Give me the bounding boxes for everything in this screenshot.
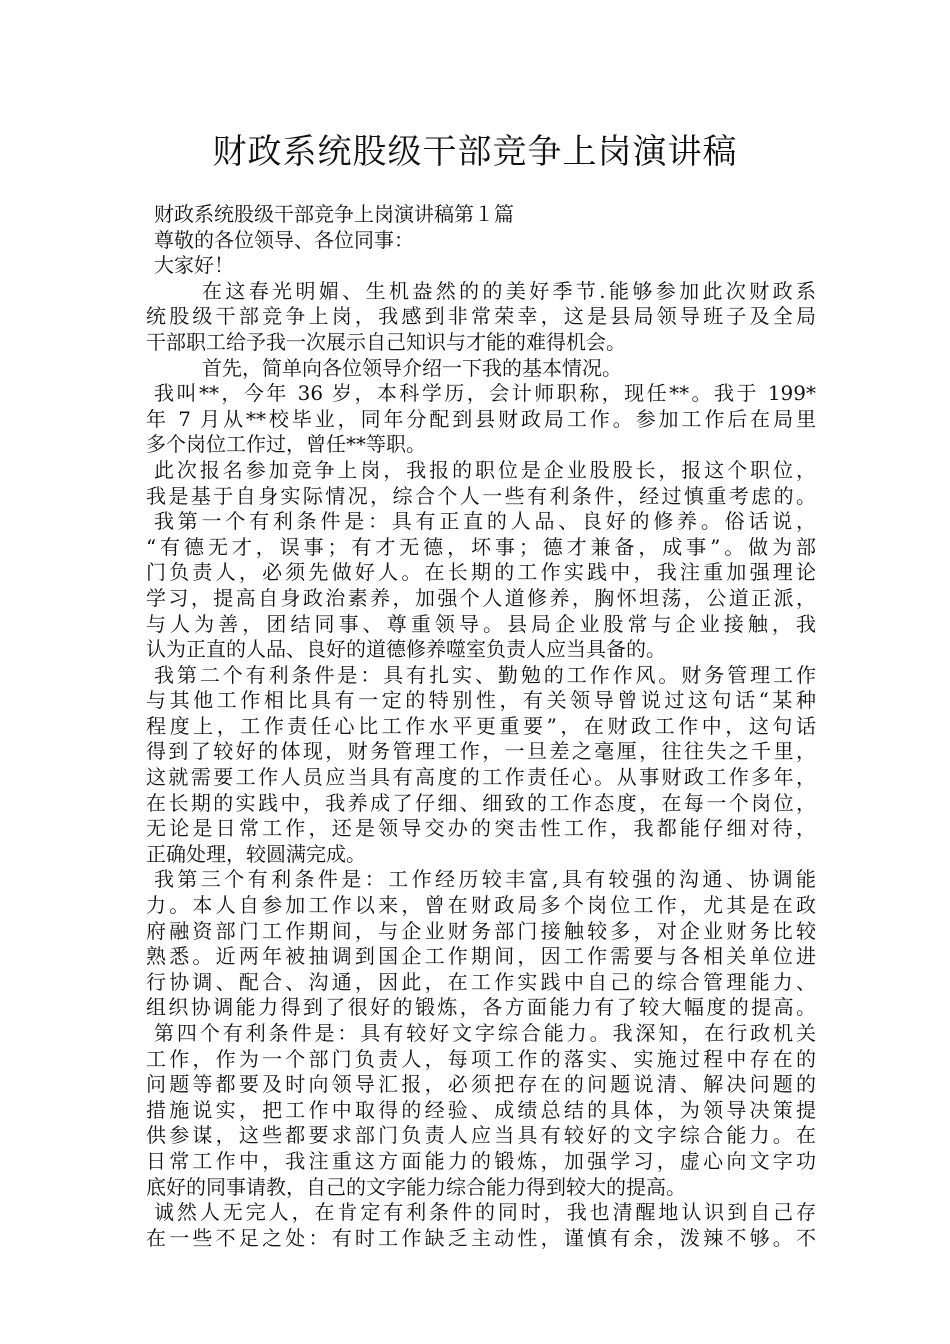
text-line: 首先，简单向各位领导介绍一下我的基本情况。 [202, 355, 622, 380]
text-line: 财政系统股级干部竞争上岗演讲稿第１篇 [154, 202, 514, 226]
document-body [146, 202, 816, 1251]
text-line: 府融资部门工作期间，与企业财务部门接触较多，对企业财务比较 [146, 918, 816, 943]
text-line: 统股级干部竞争上岗，我感到非常荣幸，这是县局领导班子及全局 [146, 304, 816, 329]
document-title: 财政系统股级干部竞争上岗演讲稿 [212, 132, 738, 172]
text-line: 认为正直的人品、良好的道德修养噬室负责人应当具备的。 [146, 637, 666, 662]
text-line: 熟悉。近两年被抽调到国企工作期间，因工作需要与各相关单位进 [146, 944, 816, 969]
text-line: 第四个有利条件是：具有较好文字综合能力。我深知，在行政机关 [154, 1021, 816, 1045]
text-line: 我是基于自身实际情况，综合个人一些有利条件，经过慎重考虑的。 [146, 483, 816, 508]
text-line: 组织协调能力得到了很好的锻炼，各方面能力有了较大幅度的提高。 [146, 995, 816, 1020]
text-line: 程度上，工作责任心比工作水平更重要”，在财政工作中，这句话 [146, 713, 816, 738]
text-line: 正确处理，较圆满完成。 [146, 841, 366, 866]
text-line: 措施说实，把工作中取得的经验、成绩总结的具体，为领导决策提 [146, 1097, 816, 1122]
text-line: 学习，提高自身政治素养，加强个人道修养，胸怀坦荡，公道正派， [146, 585, 816, 610]
text-line: 诚然人无完人，在肯定有利条件的同时，我也清醒地认识到自己存 [154, 1200, 816, 1225]
text-line: 无论是日常工作，还是领导交办的突击性工作，我都能仔细对待， [146, 816, 816, 841]
text-line: 此次报名参加竞争上岗，我报的职位是企业股股长，报这个职位， [154, 457, 816, 482]
text-line: 尊敬的各位领导、各位同事： [154, 227, 414, 252]
text-line: 工作，作为一个部门负责人，每项工作的落实、实施过程中存在的 [146, 1046, 816, 1071]
text-line: 大家好！ [154, 253, 234, 278]
text-line: 在这春光明媚、生机盎然的的美好季节.能够参加此次财政系 [202, 278, 816, 303]
text-line: 我第二个有利条件是：具有扎实、勤勉的工作作风。财务管理工作 [154, 662, 816, 687]
text-line: 日常工作中，我注重这方面能力的锻炼，加强学习，虚心向文字功 [146, 1148, 816, 1173]
text-line: 与人为善，团结同事、尊重领导。县局企业股常与企业接触，我 [146, 611, 816, 636]
text-line: 供参谋，这些都要求部门负责人应当具有较好的文字综合能力。在 [146, 1123, 816, 1148]
text-line: 在长期的实践中，我养成了仔细、细致的工作态度，在每一个岗位， [146, 790, 816, 815]
text-line: 行协调、配合、沟通，因此，在工作实践中自己的综合管理能力、 [146, 969, 816, 994]
text-line: 得到了较好的体现，财务管理工作，一旦差之毫厘，往往失之千里， [146, 739, 816, 764]
text-line: 这就需要工作人员应当具有高度的工作责任心。从事财政工作多年， [146, 765, 816, 790]
text-line: 问题等都要及时向领导汇报，必须把存在的问题说清、解决问题的 [146, 1072, 816, 1097]
text-line: 力。本人自参加工作以来，曾在财政局多个岗位工作，尤其是在政 [146, 893, 816, 918]
text-line: 干部职工给予我一次展示自己知识与才能的难得机会。 [146, 329, 626, 354]
text-line: 底好的同事请教，自己的文字能力综合能力得到较大的提高。 [146, 1174, 686, 1199]
text-line: 与其他工作相比具有一定的特别性，有关领导曾说过这句话“某种 [146, 688, 816, 713]
text-line: 多个岗位工作过，曾任**等职。 [146, 432, 426, 457]
text-line: 门负责人，必须先做好人。在长期的工作实践中，我注重加强理论 [146, 560, 816, 585]
text-line: 年 7 月从**校毕业，同年分配到县财政局工作。参加工作后在局里 [146, 406, 816, 431]
text-line: 我第三个有利条件是：工作经历较丰富,具有较强的沟通、协调能 [154, 867, 816, 892]
text-line: “有德无才，误事；有才无德，坏事；德才兼备，成事”。做为部 [146, 534, 816, 559]
text-line: 我第一个有利条件是：具有正直的人品、良好的修养。俗话说， [154, 509, 816, 534]
text-line: 在一些不足之处：有时工作缺乏主动性，谨慎有余，泼辣不够。不 [146, 1225, 816, 1250]
text-line: 我叫**，今年 36 岁，本科学历，会计师职称，现任**。我于 199* [154, 381, 816, 406]
